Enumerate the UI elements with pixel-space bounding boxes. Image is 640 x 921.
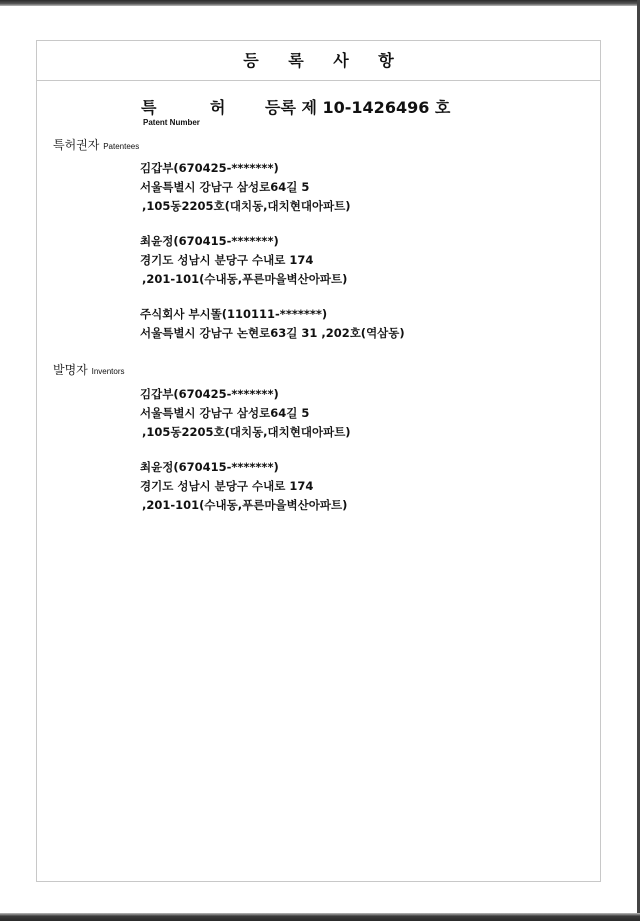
scan-edge-bottom <box>0 913 640 921</box>
scan-edge-top <box>0 0 640 6</box>
registration-number: 등록 제 10-1426496 호 <box>265 98 451 117</box>
inventor-entry-1 <box>140 385 351 442</box>
patentee-address-line1: 서울특별시 강남구 삼성로64길 5 <box>140 180 310 194</box>
patentee-address-line1: 경기도 성남시 분당구 수내로 174 <box>140 253 314 267</box>
patentee-entry-3 <box>140 305 405 343</box>
inventors-label-ko: 발명자 <box>53 363 88 377</box>
patentees-label-ko: 특허권자 <box>53 138 100 152</box>
inventor-name: 김갑부(670425-*******) <box>140 387 279 401</box>
inventor-address-line2: ,105동2205호(대치동,대치현대아파트) <box>142 425 351 439</box>
inventors-label-en: Inventors <box>91 367 125 376</box>
patent-label: 특 허 <box>141 98 250 117</box>
patent-label-en: Patent Number <box>143 118 200 127</box>
document-title: 등 록 사 항 <box>243 51 406 70</box>
patentee-name: 김갑부(670425-*******) <box>140 161 279 175</box>
patentee-entry-2 <box>140 232 347 289</box>
inventor-address-line1: 서울특별시 강남구 삼성로64길 5 <box>140 406 310 420</box>
header-divider <box>36 80 601 81</box>
inventor-address-line1: 경기도 성남시 분당구 수내로 174 <box>140 479 314 493</box>
inventors-label <box>53 361 125 378</box>
inventor-address-line2: ,201-101(수내동,푸른마을벽산아파트) <box>142 498 348 512</box>
inventor-name: 최윤정(670415-*******) <box>140 460 279 474</box>
patentees-label <box>53 136 139 153</box>
patentee-entry-1 <box>140 159 351 216</box>
patentee-address-line2: ,105동2205호(대치동,대치현대아파트) <box>142 199 351 213</box>
patentee-name: 최윤정(670415-*******) <box>140 234 279 248</box>
patentee-name: 주식회사 부시똘(110111-*******) <box>140 307 328 321</box>
inventor-entry-2 <box>140 458 347 515</box>
patentees-label-en: Patentees <box>103 142 140 151</box>
patentee-address-line2: ,201-101(수내동,푸른마을벽산아파트) <box>142 272 348 286</box>
patentee-address-line1: 서울특별시 강남구 논현로63길 31 ,202호(역삼동) <box>140 326 405 340</box>
